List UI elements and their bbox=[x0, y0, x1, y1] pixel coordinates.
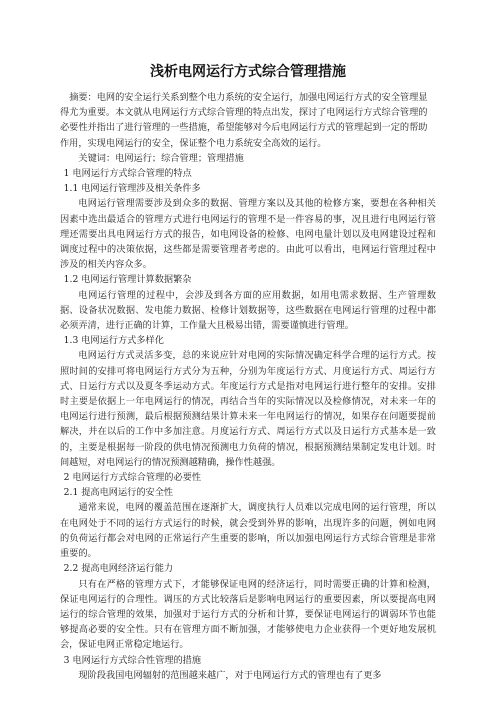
paragraph: 现阶段我国电网辐射的范围越来越广，对于电网运行方式的管理也有了更多 bbox=[78, 669, 382, 681]
document-title: 浅析电网运行方式综合管理措施 bbox=[150, 64, 346, 80]
paragraph: 电网运行管理需要涉及到众多的数据、管理方案以及其他的检修方案，要想在各种相关因素中选出最适合的管理方式进行电网运行的管理不是一件容易的事，况且进行电网运行管理还需要出具电网运行方式的报告，如电网设备的检修、电网电量计划以及电网建设过程和调度过程中的决策依据，这些都是需要管理者考虑的。由此可以看出，电网运行管理过程中涉及的相关内容众多。 bbox=[60, 198, 436, 271]
section-heading: 3 电网运行方式综合性管理的措施 bbox=[63, 654, 202, 666]
paragraph: 通常来说，电网的覆盖范围在逐渐扩大，调度执行人员难以完成电网的运行管理，所以在电网处于不同的运行方式运行的时候，就会受到外界的影响，出现许多的问题，例如电网的负荷运行都会对电网的正常运行产生重要的影响，所以加强电网运行方式综合管理是非常重要的。 bbox=[60, 502, 436, 560]
section-heading: 1.1 电网运行管理涉及相关条件多 bbox=[63, 183, 201, 195]
section-heading: 2.2 提高电网经济运行能力 bbox=[63, 563, 174, 575]
paragraph: 电网运行方式灵活多变，总的来说应针对电网的实际情况确定科学合理的运行方式。按照时间的安排可将电网运行方式分为五种，分别为年度运行方式、月度运行方式、周运行方式、日运行方式以及夏冬季运动方式。年度运行方式是指对电网运行进行整年的安排。安排时主要是依据上一年电网运行的情况，再结合当年的实际情况以及检修情况，对未来一年的电网运行进行预测，最后根据预测结果计算未来一年电网运行的情况，如果存在问题要提前解决，并在以后的工作中多加注意。月度运行方式、周运行方式以及日运行方式基本是一致的，主要是根据每一阶段的供电情况预测电力负荷的情况，根据预测结果制定发电计划。时间越短，对电网运行的情况预测越精确，操作性越强。 bbox=[60, 350, 436, 468]
section-heading: 2.1 提高电网运行的安全性 bbox=[63, 487, 174, 499]
section-heading: 1.3 电网运行方式多样化 bbox=[63, 335, 164, 347]
abstract: 摘要：电网的安全运行关系到整个电力系统的安全运行，加强电网运行方式的安全管理显得尤为重要。本文就从电网运行方式综合管理的特点出发，探讨了电网运行方式综合管理的必要性并指出了进行管理的一些措施，希望能够对今后电网运行方式的管理起到一定的帮助作用，实现电网运行的安全，保证整个电力系统安全高效的运行。 bbox=[60, 92, 428, 149]
section-heading: 1 电网运行方式综合管理的特点 bbox=[63, 168, 192, 180]
document-body bbox=[60, 90, 436, 683]
paragraph: 只有在严格的管理方式下，才能够保证电网的经济运行，同时需要正确的计算和检测，保证电网运行的合理性。调压的方式比较落后是影响电网运行的重要因素，所以要提高电网运行的综合管理的效果，加强对于运行方式的分析和计算，要保证电网运行的调弱环节也能够提高必要的安全性。只有在管理方面不断加强，才能够使电力企业获得一个更好地发展机会，保证电网正常稳定地运行。 bbox=[60, 578, 436, 651]
section-heading: 1.2 电网运行管理计算数据繁杂 bbox=[63, 274, 192, 286]
section-heading: 2 电网运行方式综合管理的必要性 bbox=[63, 472, 202, 484]
paragraph: 电网运行管理的过程中，会涉及到各方面的应用数据，如用电需求数据、生产管理数据、设备状况数据、发电能力数据、检修计划数据等，这些数据在电网运行管理的过程中都必须弄清，进行正确的计算，工作量大且极易出错，需要谨慎进行管理。 bbox=[60, 289, 436, 332]
keywords: 关键词：电网运行；综合管理；管理措施 bbox=[78, 152, 244, 164]
